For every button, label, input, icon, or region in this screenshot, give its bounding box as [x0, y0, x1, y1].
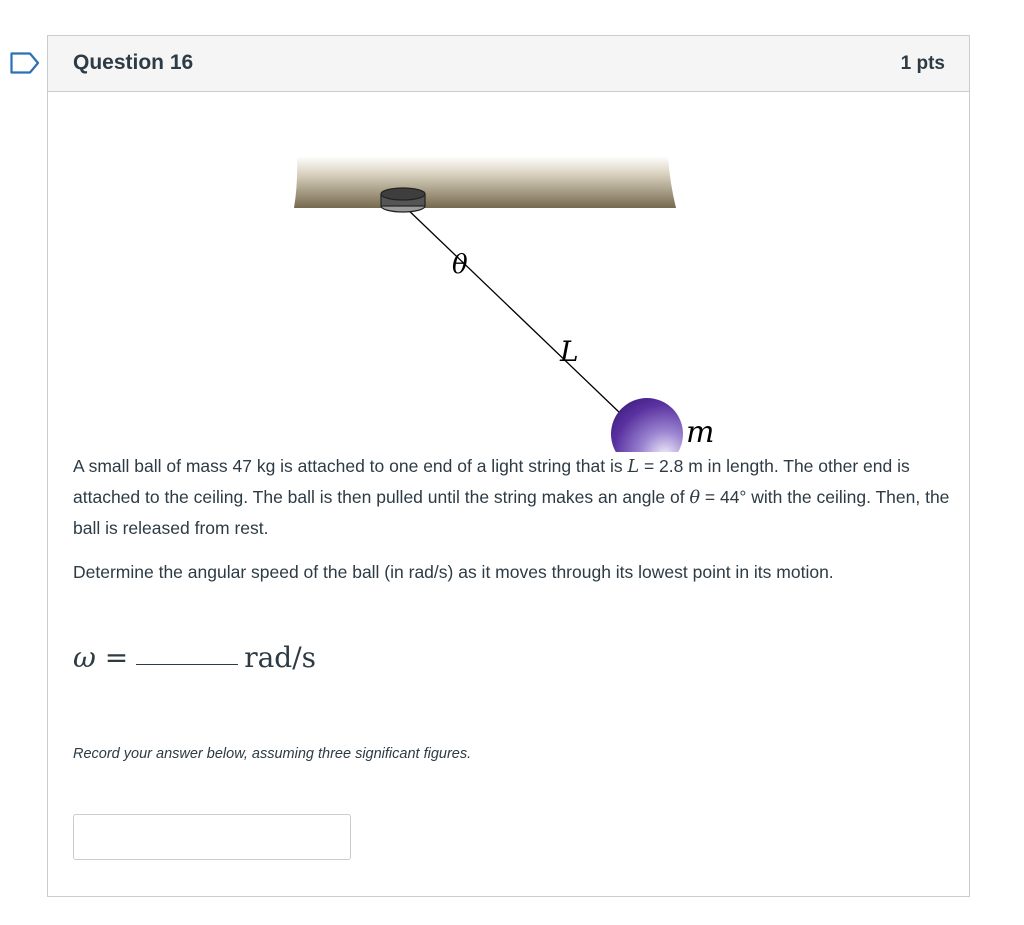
prompt-text: = 2.8 m in length. The other end is attached to the ceiling. The ball is then pulled until the string makes an angle of: [73, 456, 910, 507]
question-title: Question 16: [73, 51, 194, 74]
question-prompt: [73, 451, 953, 601]
mass-label: m: [686, 415, 715, 450]
math-L: L: [627, 457, 640, 477]
answer-input[interactable]: [73, 814, 351, 860]
answer-equation: [73, 641, 316, 674]
angle-label: θ: [452, 250, 468, 280]
prompt-text: = 44° with the ceiling. Then, the ball is released from rest.: [73, 487, 950, 538]
question-card: [47, 35, 970, 897]
prompt-paragraph-2: Determine the angular speed of the ball (in rad/s) as it moves through its lowest point in its motion.: [73, 562, 834, 582]
ceiling-shape: [294, 156, 676, 208]
equation-blank: [136, 664, 238, 665]
prompt-paragraph-1: [73, 451, 953, 543]
length-label: L: [560, 335, 579, 368]
bookmark-flag-icon[interactable]: [10, 52, 40, 74]
prompt-text: A small ball of mass 47 kg is attached to one end of a light string that is: [73, 456, 628, 476]
pendulum-diagram: [48, 92, 971, 452]
equation-lhs: ω =: [73, 641, 129, 674]
question-header: [48, 36, 969, 92]
question-points: 1 pts: [900, 53, 945, 74]
pendulum-ball: [611, 398, 683, 452]
pendulum-string: [403, 205, 621, 414]
answer-instruction: Record your answer below, assuming three significant figures.: [73, 746, 472, 762]
equation-unit: rad/s: [244, 641, 317, 674]
math-theta: θ: [689, 488, 701, 508]
